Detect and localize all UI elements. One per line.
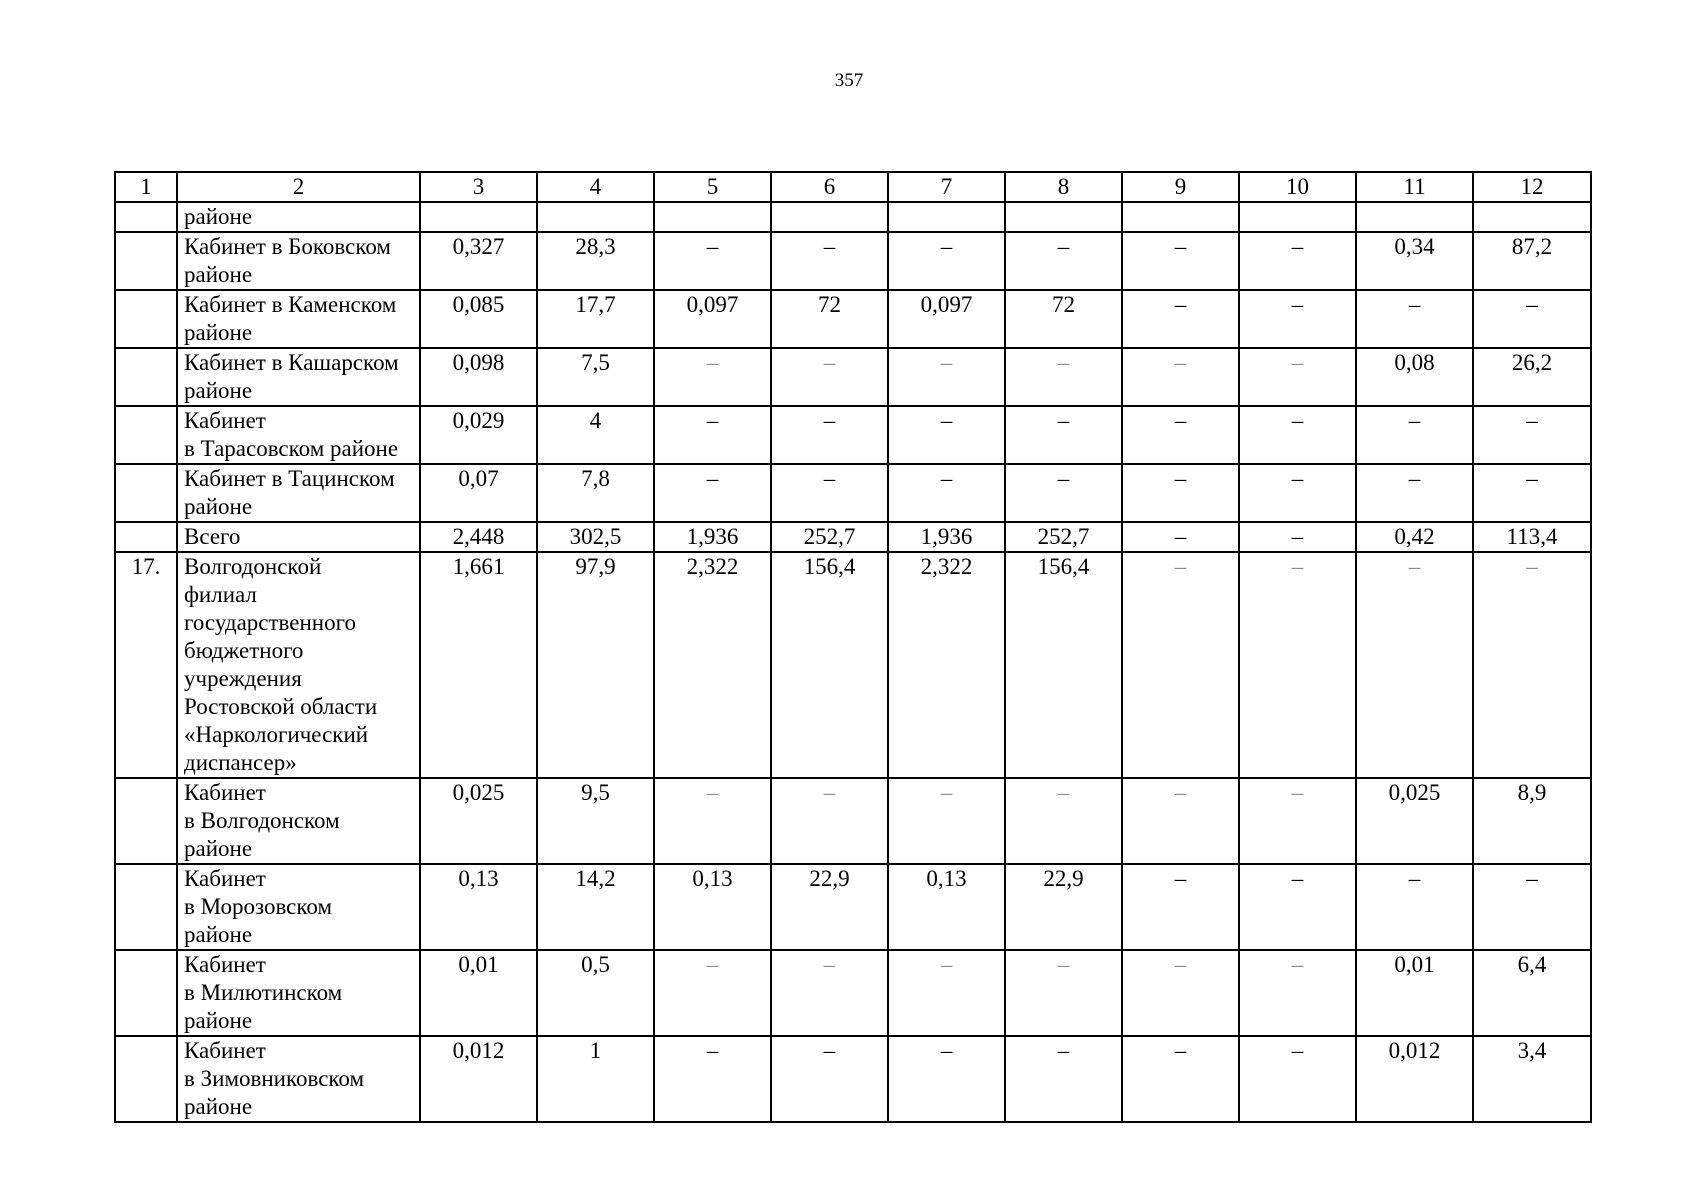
value-cell: –	[1005, 406, 1122, 464]
value-cell: 0,098	[420, 348, 537, 406]
row-name-cell: Кабинет в Морозовском районе	[177, 864, 420, 950]
page-number: 357	[834, 70, 864, 91]
value-cell: –	[1005, 348, 1122, 406]
value-cell: –	[771, 1036, 888, 1122]
row-name-cell: Кабинет в Кашарском районе	[177, 348, 420, 406]
value-cell: 0,42	[1356, 522, 1473, 552]
value-cell: –	[654, 464, 771, 522]
value-cell: –	[1239, 290, 1356, 348]
row-number-cell: 17.	[115, 552, 177, 778]
value-cell: 0,08	[1356, 348, 1473, 406]
header-cell: 4	[537, 172, 654, 202]
value-cell: 0,085	[420, 290, 537, 348]
value-cell: 0,13	[888, 864, 1005, 950]
value-cell: –	[1122, 950, 1239, 1036]
table-header-row	[115, 172, 1591, 202]
row-number-cell	[115, 778, 177, 864]
value-cell: 302,5	[537, 522, 654, 552]
value-cell: 7,8	[537, 464, 654, 522]
value-cell: 0,34	[1356, 232, 1473, 290]
value-cell: 9,5	[537, 778, 654, 864]
value-cell: 2,322	[888, 552, 1005, 778]
value-cell: 0,13	[654, 864, 771, 950]
table-row	[115, 552, 1591, 778]
value-cell: 2,448	[420, 522, 537, 552]
value-cell: –	[1239, 406, 1356, 464]
value-cell: –	[1356, 552, 1473, 778]
row-number-cell	[115, 348, 177, 406]
value-cell: –	[654, 1036, 771, 1122]
value-cell: 7,5	[537, 348, 654, 406]
value-cell: –	[654, 778, 771, 864]
value-cell: –	[888, 464, 1005, 522]
value-cell	[1005, 202, 1122, 232]
value-cell: –	[771, 406, 888, 464]
header-cell: 3	[420, 172, 537, 202]
row-name-cell: Волгодонской филиал государственного бюджетного учреждения Ростовской области «Наркологический диспансер»	[177, 552, 420, 778]
header-cell: 6	[771, 172, 888, 202]
value-cell: 156,4	[1005, 552, 1122, 778]
header-cell: 12	[1473, 172, 1591, 202]
value-cell	[888, 202, 1005, 232]
value-cell: –	[1239, 464, 1356, 522]
table-row	[115, 232, 1591, 290]
value-cell: –	[1005, 778, 1122, 864]
value-cell: –	[1239, 1036, 1356, 1122]
value-cell: –	[771, 348, 888, 406]
value-cell: –	[888, 950, 1005, 1036]
value-cell	[771, 202, 888, 232]
value-cell: –	[888, 406, 1005, 464]
value-cell: 8,9	[1473, 778, 1591, 864]
value-cell: 4	[537, 406, 654, 464]
value-cell: 0,012	[420, 1036, 537, 1122]
value-cell: –	[1122, 864, 1239, 950]
value-cell: 1,936	[654, 522, 771, 552]
value-cell: –	[1122, 406, 1239, 464]
value-cell: 22,9	[771, 864, 888, 950]
value-cell	[1473, 202, 1591, 232]
value-cell: 28,3	[537, 232, 654, 290]
row-name-cell: Кабинет в Боковском районе	[177, 232, 420, 290]
header-cell: 8	[1005, 172, 1122, 202]
header-cell: 7	[888, 172, 1005, 202]
value-cell: 1,936	[888, 522, 1005, 552]
value-cell: –	[771, 950, 888, 1036]
value-cell: 17,7	[537, 290, 654, 348]
value-cell: 72	[1005, 290, 1122, 348]
value-cell: 252,7	[771, 522, 888, 552]
row-name-cell: Кабинет в Милютинском районе	[177, 950, 420, 1036]
value-cell: –	[1005, 232, 1122, 290]
table-row	[115, 950, 1591, 1036]
header-cell: 9	[1122, 172, 1239, 202]
header-cell: 5	[654, 172, 771, 202]
value-cell: 0,012	[1356, 1036, 1473, 1122]
table-body	[115, 172, 1591, 1122]
value-cell: –	[888, 1036, 1005, 1122]
value-cell: 252,7	[1005, 522, 1122, 552]
value-cell: –	[888, 348, 1005, 406]
value-cell: 0,5	[537, 950, 654, 1036]
value-cell	[1239, 202, 1356, 232]
value-cell: 0,025	[420, 778, 537, 864]
header-cell: 11	[1356, 172, 1473, 202]
value-cell: –	[1239, 348, 1356, 406]
value-cell: –	[1122, 778, 1239, 864]
value-cell: 22,9	[1005, 864, 1122, 950]
value-cell: 0,07	[420, 464, 537, 522]
row-name-cell: районе	[177, 202, 420, 232]
header-cell: 1	[115, 172, 177, 202]
table-row	[115, 202, 1591, 232]
value-cell: 1	[537, 1036, 654, 1122]
value-cell: –	[654, 348, 771, 406]
value-cell: 0,029	[420, 406, 537, 464]
value-cell	[1356, 202, 1473, 232]
value-cell: –	[888, 778, 1005, 864]
value-cell: 2,322	[654, 552, 771, 778]
value-cell: 0,01	[1356, 950, 1473, 1036]
value-cell: –	[1122, 522, 1239, 552]
value-cell: –	[1239, 522, 1356, 552]
value-cell: –	[654, 232, 771, 290]
value-cell: 1,661	[420, 552, 537, 778]
value-cell: –	[1356, 864, 1473, 950]
row-name-cell: Кабинет в Волгодонском районе	[177, 778, 420, 864]
value-cell: 72	[771, 290, 888, 348]
row-name-cell: Кабинет в Тацинском районе	[177, 464, 420, 522]
data-table	[114, 171, 1592, 1123]
value-cell: 156,4	[771, 552, 888, 778]
table-row	[115, 348, 1591, 406]
value-cell: 0,327	[420, 232, 537, 290]
table-row	[115, 1036, 1591, 1122]
value-cell: –	[1473, 864, 1591, 950]
value-cell: 6,4	[1473, 950, 1591, 1036]
value-cell: 0,025	[1356, 778, 1473, 864]
row-name-cell: Кабинет в Зимовниковском районе	[177, 1036, 420, 1122]
value-cell: 87,2	[1473, 232, 1591, 290]
value-cell: –	[1122, 232, 1239, 290]
value-cell: –	[1473, 290, 1591, 348]
row-name-cell: Кабинет в Тарасовском районе	[177, 406, 420, 464]
value-cell: 0,097	[888, 290, 1005, 348]
value-cell	[654, 202, 771, 232]
value-cell: –	[1122, 290, 1239, 348]
value-cell: –	[771, 232, 888, 290]
row-name-cell: Кабинет в Каменском районе	[177, 290, 420, 348]
table-row	[115, 522, 1591, 552]
row-number-cell	[115, 202, 177, 232]
row-name-cell: Всего	[177, 522, 420, 552]
value-cell: –	[1356, 464, 1473, 522]
value-cell: 113,4	[1473, 522, 1591, 552]
value-cell: –	[1356, 406, 1473, 464]
row-number-cell	[115, 406, 177, 464]
table-row	[115, 864, 1591, 950]
value-cell: –	[654, 406, 771, 464]
value-cell: 0,13	[420, 864, 537, 950]
value-cell: –	[1239, 950, 1356, 1036]
value-cell	[1122, 202, 1239, 232]
header-cell: 2	[177, 172, 420, 202]
value-cell: –	[1239, 778, 1356, 864]
value-cell	[420, 202, 537, 232]
table-row	[115, 778, 1591, 864]
value-cell: –	[1122, 1036, 1239, 1122]
value-cell: –	[888, 232, 1005, 290]
value-cell	[537, 202, 654, 232]
value-cell: –	[771, 464, 888, 522]
row-number-cell	[115, 232, 177, 290]
value-cell: –	[1356, 290, 1473, 348]
table-row	[115, 464, 1591, 522]
value-cell: –	[1005, 1036, 1122, 1122]
value-cell: –	[1005, 464, 1122, 522]
value-cell: –	[1239, 552, 1356, 778]
value-cell: –	[1122, 348, 1239, 406]
value-cell: 14,2	[537, 864, 654, 950]
value-cell: –	[1473, 406, 1591, 464]
row-number-cell	[115, 864, 177, 950]
table-row	[115, 406, 1591, 464]
row-number-cell	[115, 1036, 177, 1122]
row-number-cell	[115, 950, 177, 1036]
row-number-cell	[115, 522, 177, 552]
value-cell: 26,2	[1473, 348, 1591, 406]
row-number-cell	[115, 290, 177, 348]
value-cell: –	[771, 778, 888, 864]
value-cell: 0,01	[420, 950, 537, 1036]
row-number-cell	[115, 464, 177, 522]
value-cell: –	[1239, 232, 1356, 290]
table-row	[115, 290, 1591, 348]
value-cell: –	[1239, 864, 1356, 950]
value-cell: 3,4	[1473, 1036, 1591, 1122]
value-cell: –	[1122, 552, 1239, 778]
value-cell: 97,9	[537, 552, 654, 778]
value-cell: –	[1473, 464, 1591, 522]
value-cell: –	[1122, 464, 1239, 522]
value-cell: –	[1473, 552, 1591, 778]
value-cell: –	[1005, 950, 1122, 1036]
value-cell: –	[654, 950, 771, 1036]
value-cell: 0,097	[654, 290, 771, 348]
header-cell: 10	[1239, 172, 1356, 202]
